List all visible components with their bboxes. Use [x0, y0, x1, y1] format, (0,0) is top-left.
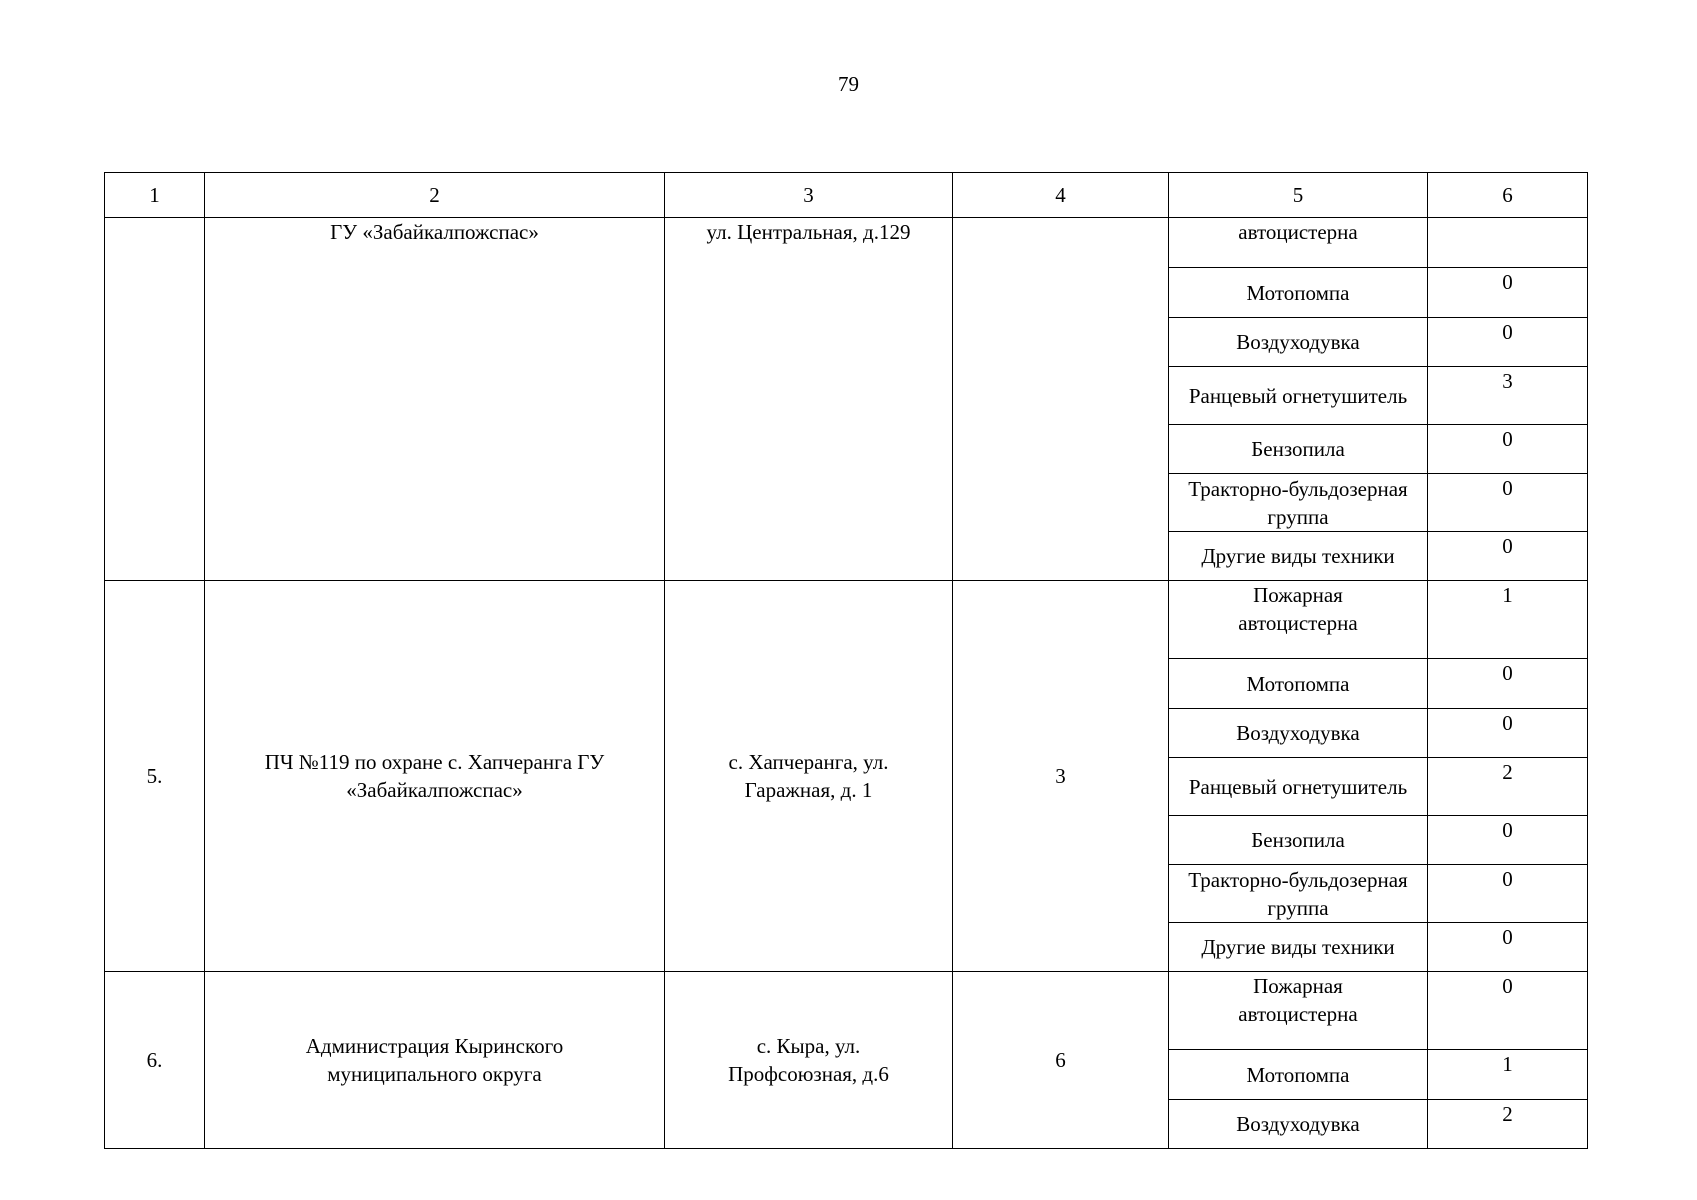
- equipment-qty: 2: [1428, 1100, 1588, 1149]
- equipment-name: Другие виды техники: [1169, 532, 1428, 581]
- org-cell: [205, 581, 665, 972]
- header-row: [105, 173, 1588, 218]
- count-cell: 3: [953, 581, 1169, 972]
- equipment-name: Мотопомпа: [1169, 1050, 1428, 1100]
- address-text: с. Кыра, ул. Профсоюзная, д.6: [728, 1034, 889, 1086]
- equipment-name: Тракторно-бульдозерная группа: [1169, 865, 1428, 923]
- equipment-name: Бензопила: [1169, 816, 1428, 865]
- equipment-qty: 0: [1428, 532, 1588, 581]
- equipment-qty: 0: [1428, 268, 1588, 318]
- equipment-qty: 0: [1428, 816, 1588, 865]
- equipment-name-text: Пожарная автоцистерна: [1238, 974, 1358, 1026]
- header-col-6: 6: [1428, 173, 1588, 218]
- table-row: [105, 581, 1588, 659]
- table-row: [105, 972, 1588, 1050]
- equipment-name: Ранцевый огнетушитель: [1169, 758, 1428, 816]
- page-number: 79: [838, 72, 859, 96]
- table-row: [105, 218, 1588, 268]
- header-col-2: 2: [205, 173, 665, 218]
- header-col-1: 1: [105, 173, 205, 218]
- equipment-qty: 0: [1428, 659, 1588, 709]
- num-cell: [105, 218, 205, 581]
- equipment-qty: 0: [1428, 709, 1588, 758]
- equipment-qty: 0: [1428, 865, 1588, 923]
- equipment-name: Бензопила: [1169, 425, 1428, 474]
- address-cell: [665, 581, 953, 972]
- equipment-qty: 0: [1428, 425, 1588, 474]
- address-cell: [665, 972, 953, 1149]
- org-text: Администрация Кыринского муниципального округа: [305, 1034, 564, 1086]
- header-col-3: 3: [665, 173, 953, 218]
- equipment-name: Воздуходувка: [1169, 1100, 1428, 1149]
- count-cell: [953, 218, 1169, 581]
- equipment-qty: 0: [1428, 474, 1588, 532]
- num-cell: 5.: [105, 581, 205, 972]
- equipment-name: Мотопомпа: [1169, 268, 1428, 318]
- equipment-qty: 2: [1428, 758, 1588, 816]
- equipment-name: Другие виды техники: [1169, 923, 1428, 972]
- address-cell: ул. Центральная, д.129: [665, 218, 953, 581]
- equipment-qty: 0: [1428, 318, 1588, 367]
- count-cell: 6: [953, 972, 1169, 1149]
- equipment-qty: 1: [1428, 581, 1588, 659]
- equipment-qty: [1428, 218, 1588, 268]
- address-text: с. Хапчеранга, ул. Гаражная, д. 1: [728, 750, 889, 802]
- equipment-name: Тракторно-бульдозерная группа: [1169, 474, 1428, 532]
- equipment-name: Воздуходувка: [1169, 318, 1428, 367]
- equipment-name: Воздуходувка: [1169, 709, 1428, 758]
- num-cell: 6.: [105, 972, 205, 1149]
- equipment-qty: 0: [1428, 972, 1588, 1050]
- equipment-qty: 3: [1428, 367, 1588, 425]
- equipment-name-text: Пожарная автоцистерна: [1238, 583, 1358, 635]
- equipment-qty: 0: [1428, 923, 1588, 972]
- equipment-name: автоцистерна: [1169, 218, 1428, 268]
- header-col-5: 5: [1169, 173, 1428, 218]
- header-col-4: 4: [953, 173, 1169, 218]
- equipment-name: [1169, 972, 1428, 1050]
- equipment-name: Мотопомпа: [1169, 659, 1428, 709]
- org-text: ПЧ №119 по охране с. Хапчеранга ГУ «Забайкалпожспас»: [264, 750, 605, 802]
- equipment-qty: 1: [1428, 1050, 1588, 1100]
- org-cell: [205, 972, 665, 1149]
- equipment-name: [1169, 581, 1428, 659]
- resource-table: [104, 172, 1588, 1149]
- org-cell: ГУ «Забайкалпожспас»: [205, 218, 665, 581]
- equipment-name: Ранцевый огнетушитель: [1169, 367, 1428, 425]
